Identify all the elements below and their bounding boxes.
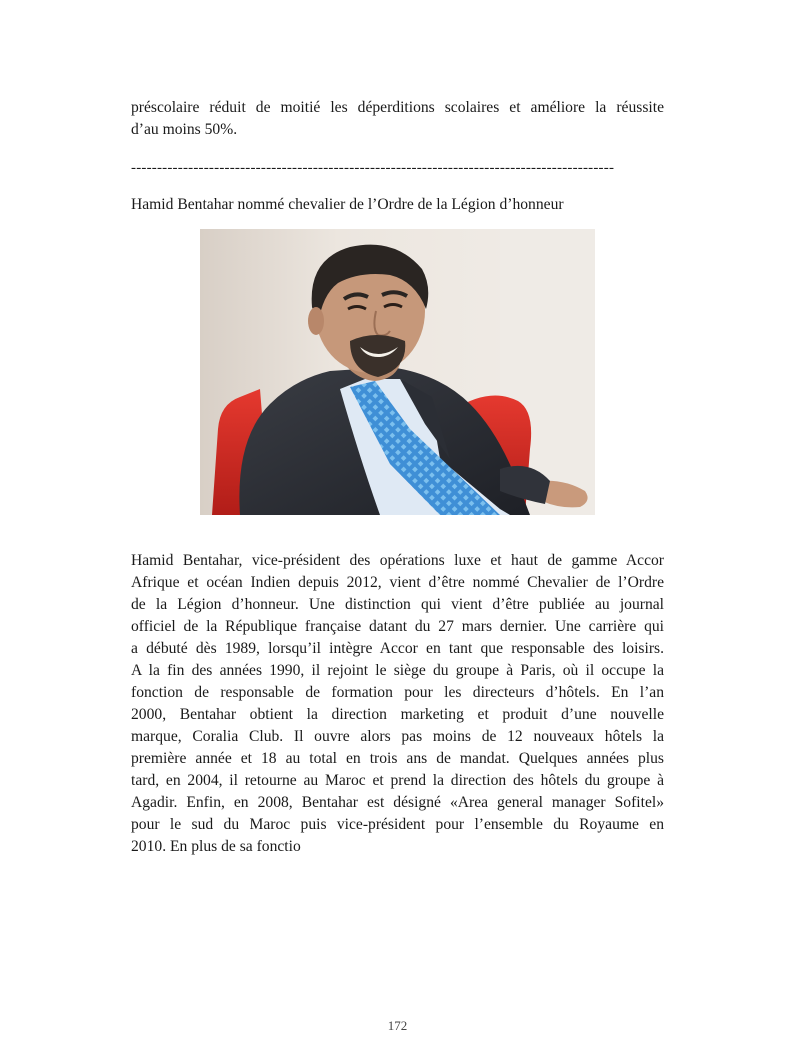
article-headline: Hamid Bentahar nommé chevalier de l’Ordre de la Légion d’honneur: [131, 196, 564, 213]
intro-line-1: préscolaire réduit de moitié les déperditions scolaires et améliore la réussite: [131, 99, 664, 116]
article-line: officiel de la République française datant du 27 mars dernier. Une carrière qui: [131, 618, 664, 635]
article-line: marque, Coralia Club. Il ouvre alors pas moins de 12 nouveaux hôtels la: [131, 728, 664, 745]
article-line: 2000, Bentahar obtient la direction marketing et produit d’une nouvelle: [131, 706, 664, 723]
article-line: de la Légion d’honneur. Une distinction qui vient d’être publiée au journal: [131, 596, 664, 613]
article-line: 2010. En plus de sa fonctio: [131, 838, 301, 855]
article-line: pour le sud du Maroc puis vice-président pour l’ensemble du Royaume en: [131, 816, 664, 833]
intro-paragraph: [131, 97, 664, 141]
section-separator: ---------------------------------------------------------------------------------------------: [131, 160, 615, 176]
article-line: Hamid Bentahar, vice-président des opérations luxe et haut de gamme Accor: [131, 552, 664, 569]
page-number: 172: [387, 1018, 408, 1033]
article-line: Afrique et océan Indien depuis 2012, vient d’être nommé Chevalier de l’Ordre: [131, 574, 664, 591]
intro-line-2: d’au moins 50%.: [131, 121, 238, 138]
portrait-photo: [200, 229, 595, 515]
article-line: Agadir. Enfin, en 2008, Bentahar est désigné «Area general manager Sofitel»: [131, 794, 664, 811]
article-line: a débuté dès 1989, lorsqu’il intègre Accor en tant que responsable des loisirs.: [131, 640, 664, 657]
article-line: tard, en 2004, il retourne au Maroc et prend la direction des hôtels du groupe à: [131, 772, 664, 789]
article-body: [131, 550, 664, 858]
article-line: A la fin des années 1990, il rejoint le siège du groupe à Paris, où il occupe la: [131, 662, 664, 679]
article-line: première année et 18 au total en trois ans de mandat. Quelques années plus: [131, 750, 664, 767]
article-line: fonction de responsable de formation pour les directeurs d’hôtels. En l’an: [131, 684, 664, 701]
